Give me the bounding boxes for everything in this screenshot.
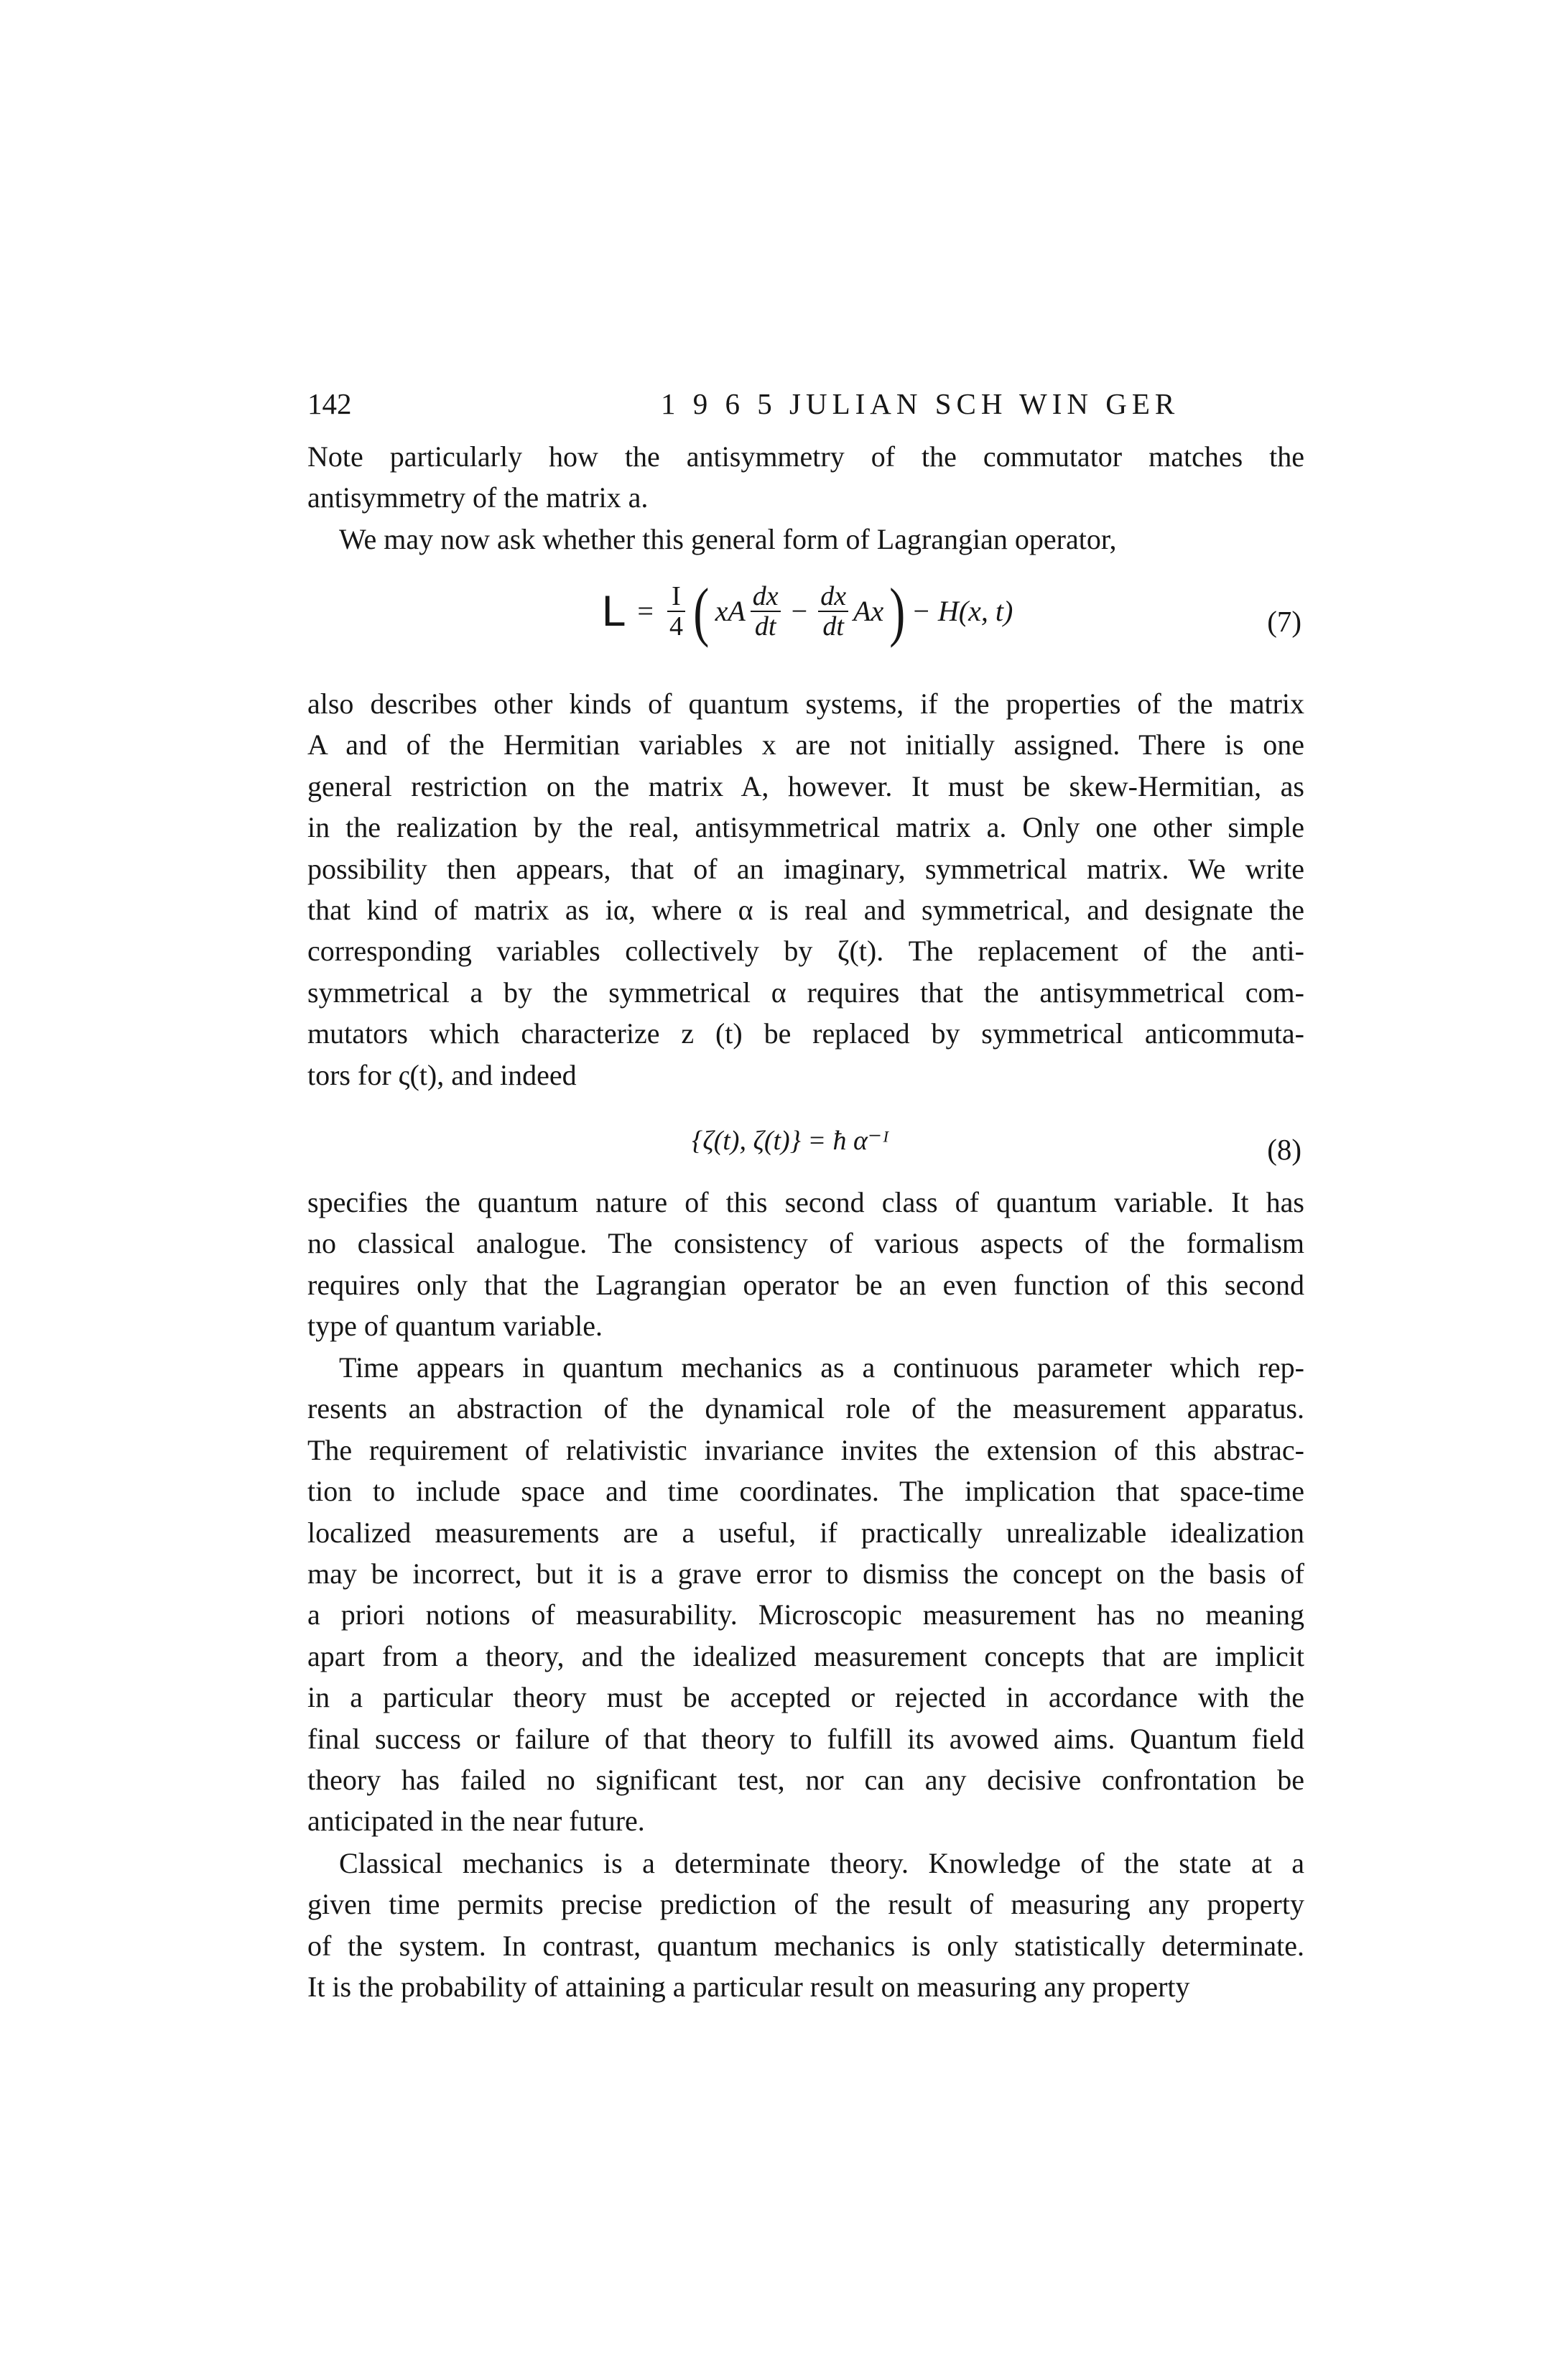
text-line: that kind of matrix as iα, where α is real and symmetrical, and designate the xyxy=(307,894,1304,927)
equation-7-dx: dx xyxy=(751,582,781,612)
text-line: general restriction on the matrix A, however. It must be skew-Hermitian, as xyxy=(307,769,1304,802)
text-line: antisymmetry of the matrix a. xyxy=(307,481,649,514)
text-line: in a particular theory must be accepted or rejected in accordance with the xyxy=(307,1681,1304,1714)
text-line: given time permits precise prediction of the result of measuring any property xyxy=(307,1888,1304,1921)
equation-7-minus: − xyxy=(791,595,808,627)
text-line: a priori notions of measurability. Microscopic measurement has no meaning xyxy=(307,1598,1304,1631)
equation-7-label: (7) xyxy=(1267,605,1301,638)
paragraph-1 xyxy=(307,436,1304,519)
equation-7-dt2: dt xyxy=(822,611,844,642)
text-line: theory has failed no significant test, nor can any decisive confrontation be xyxy=(307,1764,1304,1797)
equation-7-coef-numerator: I xyxy=(667,582,685,612)
equation-7-term2: Ax xyxy=(853,595,884,627)
equation-8-expression: {ζ(t), ζ(t)} = ħ α⁻ᴵ xyxy=(692,1126,889,1156)
equation-7-equals: = xyxy=(637,595,654,627)
text-line: also describes other kinds of quantum systems, if the properties of the matrix xyxy=(307,687,1304,720)
equation-7-coefficient xyxy=(667,582,685,641)
text-line: of the system. In contrast, quantum mechanics is only statistically determinate. xyxy=(307,1929,1304,1962)
equation-7-term1: xA xyxy=(715,595,746,627)
text-line: The requirement of relativistic invariance invites the extension of this abstrac- xyxy=(307,1433,1304,1466)
text-line: final success or failure of that theory to fulfill its avowed aims. Quantum field xyxy=(307,1722,1304,1755)
equation-7-lhs: L xyxy=(602,587,626,635)
text-line: symmetrical a by the symmetrical α requires that the antisymmetrical com- xyxy=(307,976,1304,1009)
running-head: 1 9 6 5 JULIAN SCH WIN GER xyxy=(661,387,1180,420)
text-line: A and of the Hermitian variables x are not initially assigned. There is one xyxy=(307,728,1304,761)
equation-8-label: (8) xyxy=(1267,1133,1301,1166)
paragraph-5 xyxy=(307,1347,1304,1842)
equation-7-derivative-2 xyxy=(818,582,848,641)
text-line: Time appears in quantum mechanics as a continuous parameter which rep- xyxy=(339,1351,1304,1384)
paragraph-3 xyxy=(307,683,1304,1096)
text-line: requires only that the Lagrangian operator be an even function of this second xyxy=(307,1268,1304,1301)
equation-7-rest: − H(x, t) xyxy=(911,595,1013,627)
paragraph-4 xyxy=(307,1182,1304,1347)
equation-7-derivative-1 xyxy=(751,582,781,641)
equation-8 xyxy=(307,1117,1304,1167)
text-line: apart from a theory, and the idealized measurement concepts that are implicit xyxy=(307,1639,1304,1672)
equation-7-dx2: dx xyxy=(818,582,848,612)
equation-7-coef-denominator: 4 xyxy=(669,611,683,642)
text-line: may be incorrect, but it is a grave error to dismiss the concept on the basis of xyxy=(307,1557,1304,1590)
text-line: specifies the quantum nature of this second class of quantum variable. It has xyxy=(307,1186,1304,1218)
text-line: corresponding variables collectively by ζ(t). The replacement of the anti- xyxy=(307,935,1304,968)
equation-7-body xyxy=(602,575,1013,648)
equation-7-close-paren: ) xyxy=(889,575,906,648)
text-line: type of quantum variable. xyxy=(307,1310,603,1343)
text-line: in the realization by the real, antisymmetrical matrix a. Only one other simple xyxy=(307,811,1304,844)
text-line: localized measurements are a useful, if practically unrealizable idealization xyxy=(307,1516,1304,1549)
equation-7-open-paren: ( xyxy=(693,575,710,648)
text-line: resents an abstraction of the dynamical role of the measurement apparatus. xyxy=(307,1392,1304,1425)
text-line: tors for ς(t), and indeed xyxy=(307,1058,577,1091)
text-line: Classical mechanics is a determinate theory. Knowledge of the state at a xyxy=(339,1847,1304,1879)
text-line: no classical analogue. The consistency of various aspects of the formalism xyxy=(307,1227,1304,1260)
text-line: possibility then appears, that of an imaginary, symmetrical matrix. We write xyxy=(307,852,1304,885)
text-line: tion to include space and time coordinates. The implication that space-time xyxy=(307,1475,1304,1508)
paragraph-6 xyxy=(307,1843,1304,2008)
paragraph-2 xyxy=(307,519,1304,560)
page-number: 142 xyxy=(307,387,352,420)
equation-7 xyxy=(307,575,1304,665)
equation-7-dt: dt xyxy=(754,611,776,642)
text-line: Note particularly how the antisymmetry of the commutator matches the xyxy=(307,440,1304,473)
text-line: anticipated in the near future. xyxy=(307,1805,645,1838)
text-line: It is the probability of attaining a particular result on measuring any property xyxy=(307,1971,1190,2004)
page-header xyxy=(307,382,1306,425)
text-line: mutators which characterize z (t) be replaced by symmetrical anticommuta- xyxy=(307,1017,1304,1050)
text-line: We may now ask whether this general form of Lagrangian operator, xyxy=(339,523,1117,555)
